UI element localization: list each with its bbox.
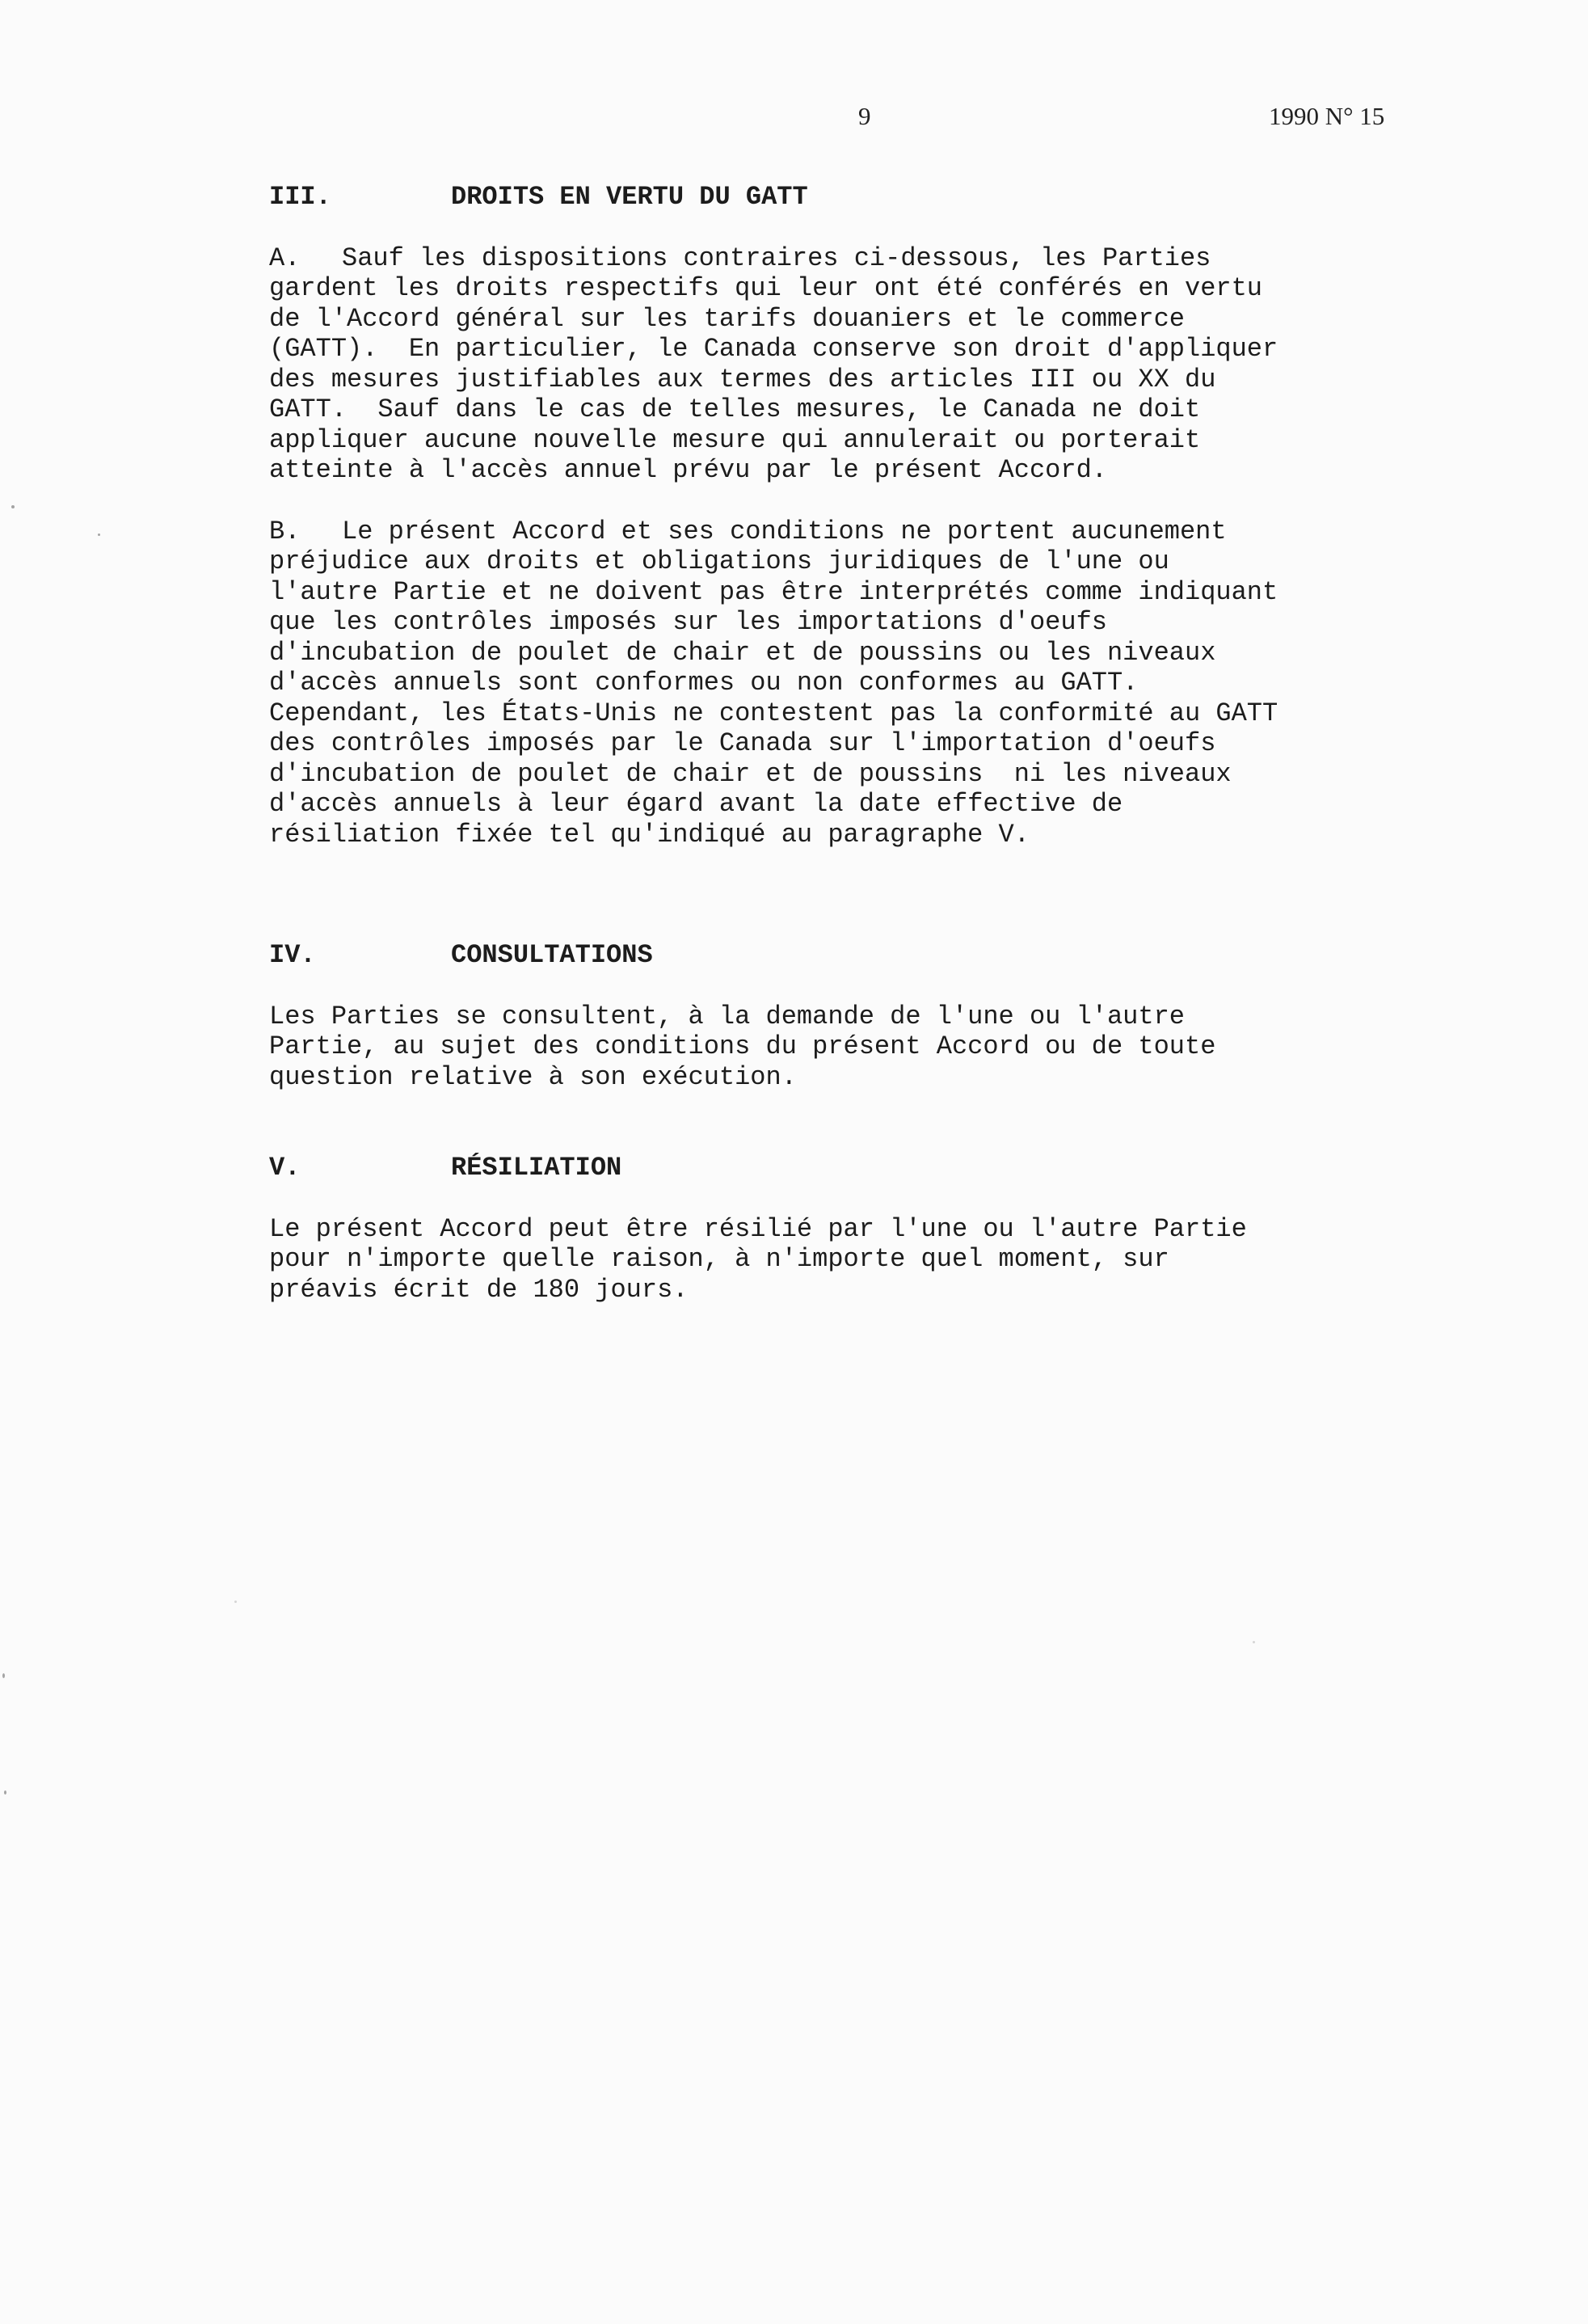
paragraph-resiliation <box>269 1214 1465 1305</box>
section-number: III. <box>269 182 331 212</box>
paragraph-line: d'incubation de poulet de chair et de poussins ni les niveaux <box>269 758 1232 789</box>
paragraph-line: d'incubation de poulet de chair et de poussins ou les niveaux <box>269 637 1216 668</box>
section-number: V. <box>269 1153 301 1183</box>
paragraph-line: Partie, au sujet des conditions du présent Accord ou de toute <box>269 1031 1216 1061</box>
paragraph-line: d'accès annuels à leur égard avant la date effective de <box>269 789 1123 819</box>
paragraph-line: des contrôles imposés par le Canada sur l'importation d'oeufs <box>269 728 1216 758</box>
scan-speck <box>2 1673 5 1678</box>
paragraph-line: des mesures justifiables aux termes des articles III ou XX du <box>269 364 1216 394</box>
scan-speck <box>4 1790 6 1795</box>
paragraph-line: Cependant, les États-Unis ne contestent pas la conformité au GATT <box>269 698 1278 728</box>
scan-speck <box>234 1601 237 1603</box>
paragraph-line: Les Parties se consultent, à la demande de l'une ou l'autre <box>269 1001 1185 1031</box>
paragraph-a <box>269 243 1465 486</box>
paragraph-line: de l'Accord général sur les tarifs douaniers et le commerce <box>269 303 1185 334</box>
paragraph-line: Sauf les dispositions contraires ci-dessous, les Parties <box>342 243 1211 273</box>
page-header <box>0 102 1588 142</box>
paragraph-line: que les contrôles imposés sur les importations d'oeufs <box>269 607 1107 637</box>
paragraph-line: Le présent Accord et ses conditions ne portent aucunement <box>342 516 1227 546</box>
paragraph-line: question relative à son exécution. <box>269 1061 797 1092</box>
section-number: IV. <box>269 940 316 970</box>
document-reference: 1990 N° 15 <box>1269 102 1385 130</box>
paragraph-line: résiliation fixée tel qu'indiqué au paragraphe V. <box>269 819 1030 850</box>
paragraph-line: l'autre Partie et ne doivent pas être interprétés comme indiquant <box>269 576 1278 607</box>
section-heading-iv <box>269 940 1465 971</box>
section-heading-iii <box>269 182 1465 213</box>
scan-speck <box>98 534 100 536</box>
section-title: CONSULTATIONS <box>451 940 653 970</box>
paragraph-line: préjudice aux droits et obligations juridiques de l'une ou <box>269 546 1169 576</box>
paragraph-line: GATT. Sauf dans le cas de telles mesures, le Canada ne doit <box>269 394 1201 424</box>
section-title: RÉSILIATION <box>451 1153 622 1183</box>
paragraph-line: pour n'importe quelle raison, à n'importe quel moment, sur <box>269 1244 1169 1274</box>
paragraph-consultations <box>269 1002 1465 1093</box>
paragraph-line: Le présent Accord peut être résilié par l'une ou l'autre Partie <box>269 1213 1247 1244</box>
section-title: DROITS EN VERTU DU GATT <box>451 182 808 212</box>
paragraph-b <box>269 517 1465 850</box>
section-heading-v <box>269 1153 1465 1183</box>
page-number: 9 <box>858 102 871 130</box>
scan-speck <box>11 505 15 508</box>
paragraph-line: gardent les droits respectifs qui leur ont été conférés en vertu <box>269 273 1262 303</box>
paragraph-line: préavis écrit de 180 jours. <box>269 1274 689 1305</box>
scan-speck <box>1253 1641 1255 1643</box>
paragraph-line: (GATT). En particulier, le Canada conserve son droit d'appliquer <box>269 334 1278 364</box>
paragraph-line: appliquer aucune nouvelle mesure qui annulerait ou porterait <box>269 424 1201 455</box>
paragraph-label: B. <box>269 516 301 546</box>
paragraph-line: atteinte à l'accès annuel prévu par le présent Accord. <box>269 455 1107 485</box>
paragraph-label: A. <box>269 243 301 273</box>
document-body <box>269 182 1465 1305</box>
paragraph-line: d'accès annuels sont conformes ou non conformes au GATT. <box>269 668 1139 698</box>
